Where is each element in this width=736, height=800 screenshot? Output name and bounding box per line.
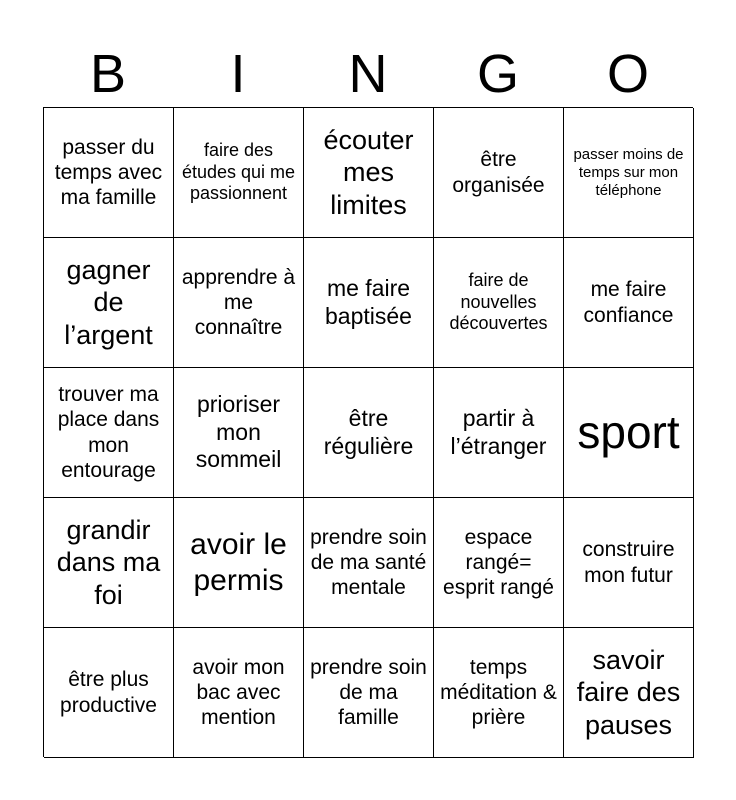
bingo-cell[interactable]: sport	[564, 368, 694, 498]
bingo-cell[interactable]: trouver ma place dans mon entourage	[44, 368, 174, 498]
bingo-cell[interactable]: faire de nouvelles découvertes	[434, 238, 564, 368]
header-letter-o: O	[606, 44, 649, 104]
bingo-cell[interactable]: espace rangé= esprit rangé	[434, 498, 564, 628]
bingo-cell[interactable]: avoir le permis	[174, 498, 304, 628]
bingo-cell[interactable]: être organisée	[434, 108, 564, 238]
header-letter-n: N	[348, 44, 388, 104]
bingo-cell[interactable]: savoir faire des pauses	[564, 628, 694, 758]
header-letter-i: I	[230, 44, 246, 104]
bingo-cell[interactable]: avoir mon bac avec mention	[174, 628, 304, 758]
bingo-cell[interactable]: écouter mes limites	[304, 108, 434, 238]
bingo-cell[interactable]: me faire baptisée	[304, 238, 434, 368]
header-letter-b: B	[89, 44, 127, 104]
bingo-cell[interactable]: passer du temps avec ma famille	[44, 108, 174, 238]
bingo-cell[interactable]: prendre soin de ma famille	[304, 628, 434, 758]
bingo-cell[interactable]: apprendre à me connaître	[174, 238, 304, 368]
bingo-cell[interactable]: prioriser mon sommeil	[174, 368, 304, 498]
bingo-cell[interactable]: être régulière	[304, 368, 434, 498]
bingo-cell[interactable]: être plus productive	[44, 628, 174, 758]
bingo-cell[interactable]: prendre soin de ma santé mentale	[304, 498, 434, 628]
bingo-grid	[43, 107, 693, 757]
bingo-cell[interactable]: construire mon futur	[564, 498, 694, 628]
bingo-cell[interactable]: me faire confiance	[564, 238, 694, 368]
bingo-cell[interactable]: gagner de l’argent	[44, 238, 174, 368]
bingo-cell[interactable]: temps méditation & prière	[434, 628, 564, 758]
bingo-cell[interactable]: partir à l’étranger	[434, 368, 564, 498]
bingo-cell[interactable]: faire des études qui me passionnent	[174, 108, 304, 238]
bingo-cell[interactable]: grandir dans ma foi	[44, 498, 174, 628]
bingo-header	[43, 40, 693, 108]
header-letter-g: G	[476, 44, 519, 104]
bingo-cell[interactable]: passer moins de temps sur mon téléphone	[564, 108, 694, 238]
